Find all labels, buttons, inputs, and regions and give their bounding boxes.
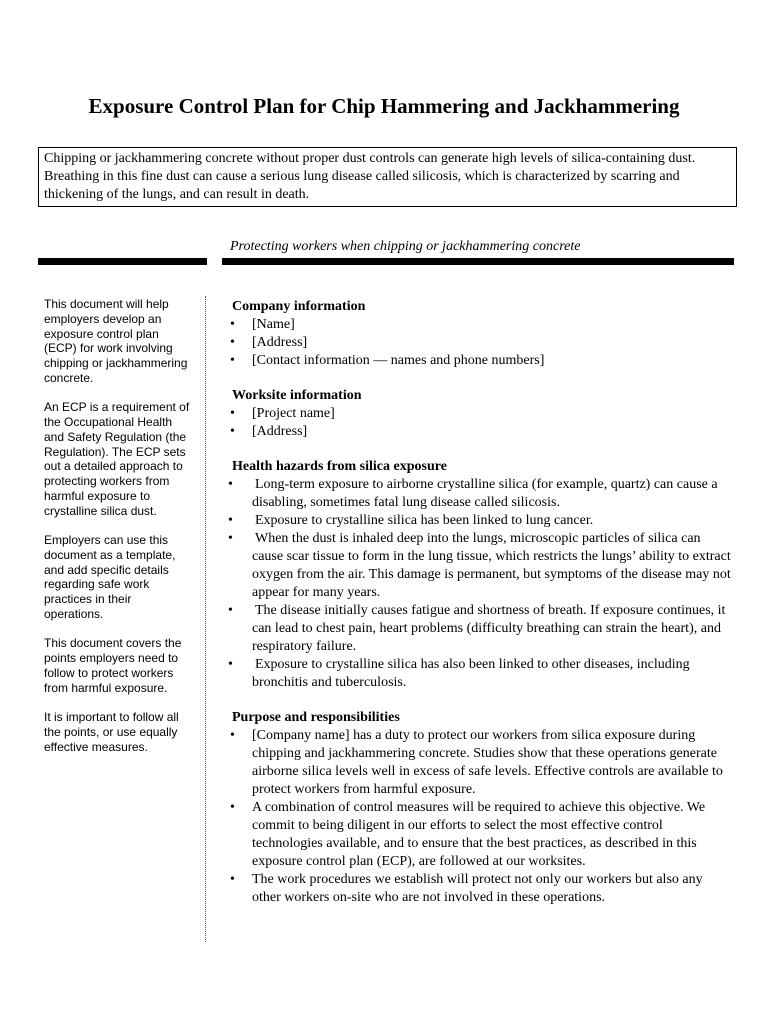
sidebar-paragraph: This document covers the points employers need to follow to protect workers from harmful exposure.: [44, 636, 182, 695]
list-item-text: The disease initially causes fatigue and shortness of breath. If exposure continues, it can lead to chest pain, heart problems (difficulty breathing can strain the heart), and respiratory failure.: [252, 603, 726, 654]
list-item-text: Long-term exposure to airborne crystalline silica (for example, quartz) can cause a disabling, sometimes fatal lung disease called silicosis.: [252, 477, 718, 510]
main-content: [232, 298, 732, 924]
bullet-list: [232, 405, 732, 441]
section-heading: Purpose and responsibilities: [232, 710, 400, 725]
list-item: [232, 656, 732, 692]
list-item-text: Exposure to crystalline silica has also been linked to other diseases, including bronchitis and tuberculosis.: [252, 657, 690, 690]
list-item: • [Project name]: [232, 405, 732, 423]
section-heading: Worksite information: [232, 388, 362, 403]
list-item: [232, 530, 732, 602]
list-item: • [Contact information — names and phone numbers]: [232, 352, 732, 370]
sidebar-paragraph: An ECP is a requirement of the Occupational Health and Safety Regulation (the Regulation). The ECP sets out a detailed approach to protecting workers from harmful exposure to crystalline silica dust.: [44, 400, 190, 518]
sidebar: [44, 297, 194, 769]
list-item: • [Name]: [232, 316, 732, 334]
list-item: • [Address]: [232, 334, 732, 352]
bullet-list: [232, 316, 732, 370]
subtitle: Protecting workers when chipping or jackhammering concrete: [230, 239, 581, 254]
list-item: [232, 512, 732, 530]
list-item: • [Address]: [232, 423, 732, 441]
purpose-section: [232, 709, 732, 907]
header-rule-left: [38, 258, 207, 265]
sidebar-paragraph: It is important to follow all the points, or use equally effective measures.: [44, 710, 179, 754]
bullet-list: [232, 727, 732, 907]
health-hazards-section: [232, 458, 732, 692]
sidebar-paragraph: This document will help employers develop an exposure control plan (ECP) for work involving chipping or jackhammering concrete.: [44, 297, 188, 385]
list-item: • A combination of control measures will be required to achieve this objective. We commit to being diligent in our efforts to select the most effective control technologies available, and to ensure that the best practices, as described in this exposure control plan (ECP), are followed at our worksites.: [232, 799, 732, 871]
company-section: [232, 298, 732, 370]
header-rule-right: [222, 258, 734, 265]
section-heading: Health hazards from silica exposure: [232, 459, 447, 474]
list-item: • [Company name] has a duty to protect our workers from silica exposure during chipping and jackhammering concrete. Studies show that these operations generate airborne silica levels well in excess of safe levels. Effective controls are available to protect workers from harmful exposure.: [232, 727, 732, 799]
section-heading: Company information: [232, 299, 366, 314]
bullet-list: [232, 476, 732, 692]
list-item: [232, 476, 732, 512]
sidebar-paragraph: Employers can use this document as a template, and add specific details regarding safe work practices in their operations.: [44, 533, 176, 621]
page-title: Exposure Control Plan for Chip Hammering and Jackhammering: [88, 94, 680, 118]
list-item: • The work procedures we establish will protect not only our workers but also any other workers on-site who are not involved in these operations.: [232, 871, 732, 907]
list-item: [232, 602, 732, 656]
worksite-section: [232, 387, 732, 441]
list-item-text: When the dust is inhaled deep into the lungs, microscopic particles of silica can cause scar tissue to form in the lung tissue, which restricts the lungs’ ability to extract oxygen from the air. This damage is permanent, but symptoms of the disease may not appear for many years.: [252, 531, 731, 600]
column-divider: [205, 296, 206, 942]
intro-box: Chipping or jackhammering concrete without proper dust controls can generate high levels of silica-containing dust. Breathing in this fine dust can cause a serious lung disease called silicosis, which is characterized by scarring and thickening of the lungs, and can result in death.: [38, 147, 737, 207]
list-item-text: Exposure to crystalline silica has been linked to lung cancer.: [255, 513, 594, 528]
